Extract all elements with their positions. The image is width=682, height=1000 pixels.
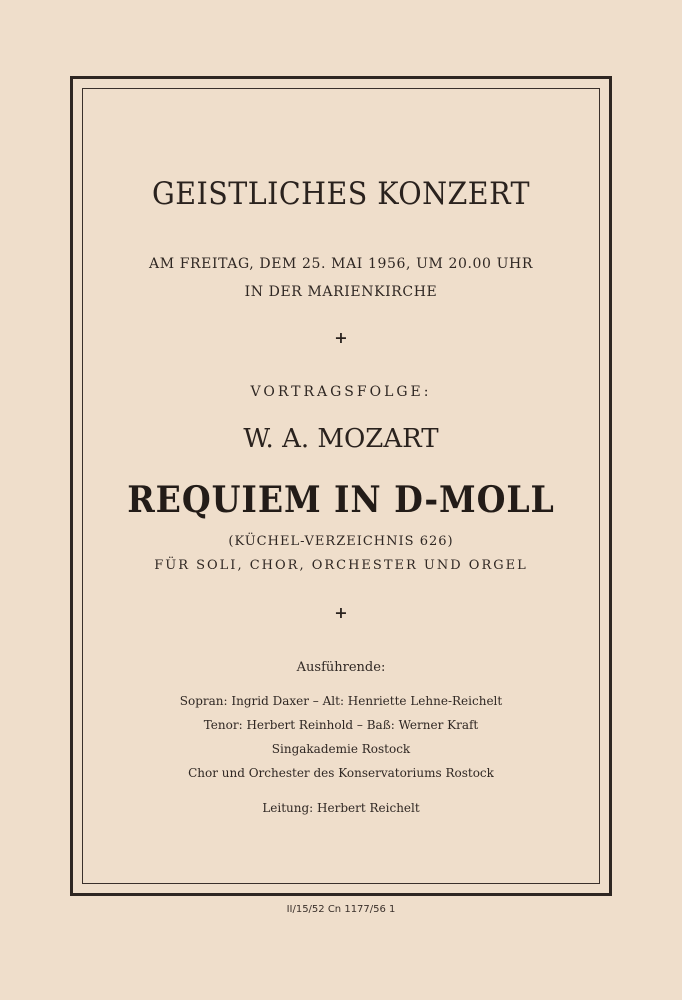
choir-line: Singakademie Rostock	[271, 742, 411, 756]
date-line: AM FREITAG, DEM 25. MAI 1956, UM 20.00 UHR	[149, 256, 533, 272]
soloists-line-1: Sopran: Ingrid Daxer – Alt: Henriette Lehne-Reichelt	[179, 694, 503, 708]
performers-heading: Ausführende:	[296, 660, 386, 675]
orchestra-line: Chor und Orchester des Konservatoriums Rostock	[188, 766, 494, 780]
separator-cross: +	[334, 328, 348, 347]
catalogue-number: (KÜCHEL-VERZEICHNIS 626)	[228, 534, 454, 549]
soloists-line-2: Tenor: Herbert Reinhold – Baß: Werner Kraft	[203, 718, 479, 732]
venue-line: IN DER MARIENKIRCHE	[244, 284, 438, 300]
order-heading: VORTRAGSFOLGE:	[250, 384, 432, 400]
separator-cross-2: +	[334, 603, 348, 622]
conductor-line: Leitung: Herbert Reichelt	[262, 801, 420, 815]
work-title: REQUIEM IN D-MOLL	[127, 479, 555, 521]
print-code: II/15/52 Cn 1177/56 1	[286, 904, 396, 915]
instrumentation: FÜR SOLI, CHOR, ORCHESTER UND ORGEL	[154, 558, 528, 573]
concert-title: GEISTLICHES KONZERT	[151, 176, 531, 212]
composer-name: W. A. MOZART	[243, 424, 439, 454]
